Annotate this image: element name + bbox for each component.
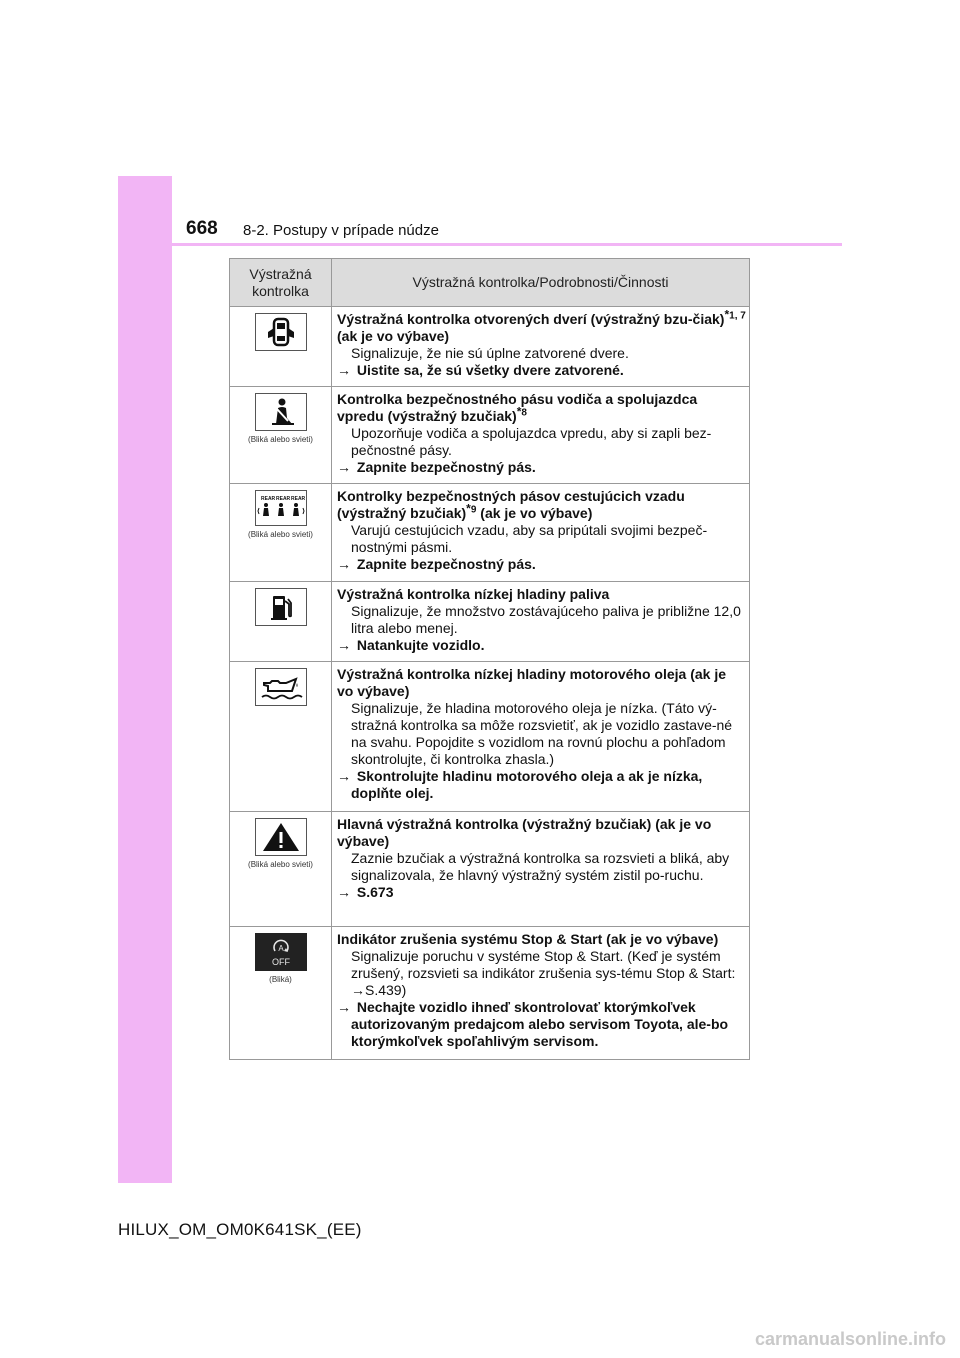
- svg-text:REAR: REAR: [290, 496, 305, 502]
- svg-text:OFF: OFF: [271, 957, 290, 967]
- icon-caption: (Bliká alebo svieti): [248, 860, 313, 869]
- description-cell: Výstražná kontrolka nízkej hladiny motorového oleja (ak je vo výbave) Signalizuje, že hladina motorového oleja je nízka. (Táto vý-stražná kontrolka sa môže rozsvietiť, ak je vozidlo zastave-né na svahu. Popojdite s vozidlom na rovnú plochu a pohľadom skontrolujte, či kontrolka zhasla.) → Skontrolujte hladinu motorového oleja a ak je nízka, doplňte olej.: [332, 662, 750, 812]
- warning-triangle-icon: [255, 818, 307, 856]
- icon-cell: [230, 662, 332, 812]
- oil-can-icon: [255, 668, 307, 706]
- row-action: → Zapnite bezpečnostný pás.: [337, 556, 536, 572]
- row-action: → Uistite sa, že sú všetky dvere zatvorené.: [337, 362, 624, 378]
- row-action: → S.673: [337, 884, 394, 900]
- description-cell: Kontrolka bezpečnostného pásu vodiča a spolujazdca vpredu (výstražný bzučiak)$^{*8}$ Upozorňuje vodiča a spolujazdca vpredu, aby si zapli bez-pečnostné pásy. → Zapnite bezpečnostný pás.: [332, 387, 750, 484]
- description-cell: Indikátor zrušenia systému Stop & Start (ak je vo výbave) Signalizuje poruchu v systéme Stop & Start. (Keď je systém zrušený, rozsvieti sa indikátor zrušenia sys-tému Stop & Start: →S.439) → Nechajte vozidlo ihneď skontrolovať ktorýmkoľvek autorizovaným predajcom alebo servisom Toyota, ale-bo ktorýmkoľvek spoľahlivým servisom.: [332, 927, 750, 1060]
- table-row: [230, 927, 750, 1060]
- row-action: → Zapnite bezpečnostný pás.: [337, 459, 536, 475]
- description-cell: Kontrolky bezpečnostných pásov cestujúcich vzadu (výstražný bzučiak)$^{*9}$ (ak je vo výbave) Varujú cestujúcich vzadu, aby sa pripútali svojimi bezpeč-nostnými pásmi. → Zapnite bezpečnostný pás.: [332, 484, 750, 582]
- stop-start-off-icon: [255, 933, 307, 971]
- svg-text:A: A: [277, 944, 284, 953]
- table-row: [230, 484, 750, 582]
- row-body: Signalizuje poruchu v systéme Stop & Start. (Keď je systém zrušený, rozsvieti sa indikátor zrušenia sys-tému Stop & Start: →S.439): [351, 948, 736, 998]
- icon-cell: [230, 307, 332, 387]
- icon-caption: (Bliká alebo svieti): [248, 435, 313, 444]
- table-header-row: [230, 259, 750, 307]
- description-cell: Hlavná výstražná kontrolka (výstražný bzučiak) (ak je vo výbave) Zaznie bzučiak a výstražná kontrolka sa rozsvieti a bliká, aby signalizovala, že hlavný výstražný systém zistil po-ruchu. → S.673: [332, 812, 750, 927]
- row-body: Upozorňuje vodiča a spolujazdca vpredu, aby si zapli bez-pečnostné pásy.: [351, 425, 712, 458]
- column-header-light: Výstražná kontrolka: [230, 259, 332, 307]
- table-row: [230, 307, 750, 387]
- row-action-continued: doplňte olej.: [351, 785, 434, 801]
- column-header-details: Výstražná kontrolka/Podrobnosti/Činnosti: [332, 259, 750, 307]
- icon-caption: (Bliká): [269, 975, 292, 984]
- row-body: Signalizuje, že nie sú úplne zatvorené dvere.: [351, 345, 629, 361]
- row-body: Signalizuje, že hladina motorového oleja je nízka. (Táto vý-stražná kontrolka sa môže rozsvietiť, ak je vozidlo zastave-né na svahu. Popojdite s vozidlom na rovnú plochu a pohľadom skontrolujte, či kontrolka zhasla.): [351, 700, 733, 767]
- rear-seatbelt-icon: [255, 490, 307, 526]
- warning-lights-table: [229, 258, 750, 1060]
- svg-text:REAR: REAR: [275, 496, 290, 502]
- fuel-pump-icon: [255, 588, 307, 626]
- table-row: [230, 387, 750, 484]
- icon-cell: [230, 484, 332, 582]
- row-action: → Natankujte vozidlo.: [337, 637, 485, 653]
- description-cell: Výstražná kontrolka otvorených dverí (výstražný bzu-čiak)$^{*1, 7}$ (ak je vo výbave) Signalizuje, že nie sú úplne zatvorené dvere. → Uistite sa, že sú všetky dvere zatvorené.: [332, 307, 750, 387]
- icon-cell: [230, 812, 332, 927]
- table-row: [230, 582, 750, 662]
- watermark: carmanualsonline.info: [754, 1329, 946, 1349]
- row-action: → Skontrolujte hladinu motorového oleja a ak je nízka,: [337, 768, 703, 784]
- table-row: [230, 812, 750, 927]
- icon-cell: [230, 582, 332, 662]
- open-door-icon: [255, 313, 307, 351]
- page-number: 668: [186, 218, 218, 239]
- row-body: Varujú cestujúcich vzadu, aby sa pripútali svojimi bezpeč-nostnými pásmi.: [351, 522, 708, 555]
- table-row: [230, 662, 750, 812]
- row-action-continued: autorizovaným predajcom alebo servisom Toyota, ale-bo ktorýmkoľvek spoľahlivým servisom.: [351, 1016, 729, 1049]
- header-divider: [118, 243, 842, 246]
- document-code: HILUX_OM_OM0K641SK_(EE): [118, 1220, 362, 1239]
- row-body: Signalizuje, že množstvo zostávajúceho paliva je približne 12,0 litra alebo menej.: [351, 603, 741, 636]
- icon-caption: (Bliká alebo svieti): [248, 530, 313, 539]
- row-body: Zaznie bzučiak a výstražná kontrolka sa rozsvieti a bliká, aby signalizovala, že hlavný výstražný systém zistil po-ruchu.: [351, 850, 730, 883]
- section-title: 8-2. Postupy v prípade núdze: [243, 222, 439, 239]
- icon-cell: [230, 387, 332, 484]
- row-action: → Nechajte vozidlo ihneď skontrolovať ktorýmkoľvek: [337, 999, 696, 1015]
- chapter-tab: [118, 176, 172, 1183]
- seatbelt-icon: [255, 393, 307, 431]
- svg-text:REAR: REAR: [260, 496, 275, 502]
- icon-cell: [230, 927, 332, 1060]
- description-cell: Výstražná kontrolka nízkej hladiny paliva Signalizuje, že množstvo zostávajúceho paliva je približne 12,0 litra alebo menej. → Natankujte vozidlo.: [332, 582, 750, 662]
